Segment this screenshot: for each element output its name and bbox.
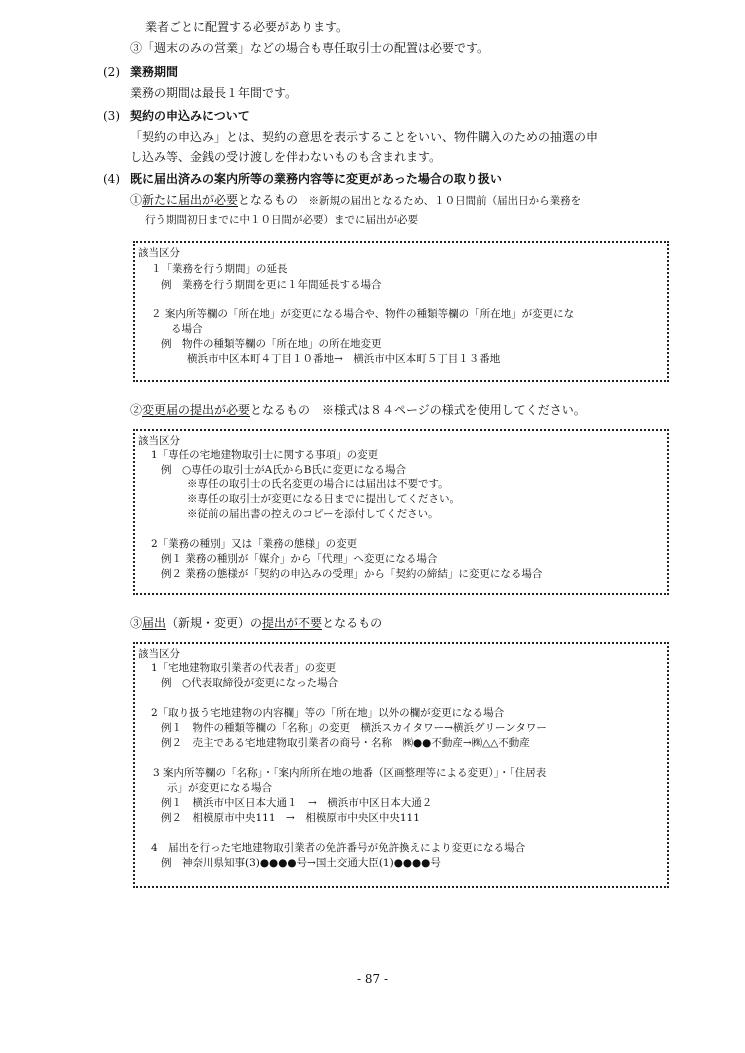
box-2-line-7: 例１ 業務の種別が「媒介」から「代理」へ変更になる場合: [161, 553, 438, 565]
box-1: [133, 241, 669, 382]
item-3-mid: （新規・変更）の: [166, 616, 263, 630]
item-1-rest: となるもの: [238, 193, 299, 207]
item-2-underlined: 変更届の提出が必要: [142, 403, 251, 417]
page-number: - 87 -: [356, 972, 388, 986]
section-2-number: (2): [103, 65, 120, 79]
box-3-line-11: 例 神奈川県知事(3)●●●●号→国土交通大臣(1)●●●●号: [161, 857, 441, 869]
section-4-title: 既に届出済みの案内所等の業務内容等に変更があった場合の取り扱い: [130, 172, 502, 186]
box-3-line-6: 3 案内所等欄の「名称」・「案内所所在地の地番（区画整理等による変更）」・「住居表: [153, 767, 547, 779]
item-1-heading: [130, 192, 581, 208]
box-1-line-4: る場合: [171, 323, 203, 335]
item-2-heading: [130, 402, 586, 418]
box-2-line-4: ※専任の取引士が変更になる日までに提出してください。: [187, 493, 460, 505]
box-3-line-1: 1「宅地建物取引業者の代表者」の変更: [151, 662, 337, 674]
box-2-line-2: 例 ○専任の取引士がA氏からB氏に変更になる場合: [161, 464, 406, 476]
box-3-line-2: 例 ○代表取締役が変更になった場合: [161, 677, 339, 689]
item-1-note: ※新規の届出となるため、１０日間前（届出日から業務を: [298, 195, 582, 207]
box-2-line-5: ※従前の届出書の控えのコピーを添付してください。: [187, 508, 439, 520]
section-2-title: 業務期間: [130, 65, 179, 79]
item-1-note-2: 行う期間初日までに中１０日間が必要）までに届出が必要: [145, 214, 418, 226]
box-2-line-8: 例２ 業務の態様が「契約の申込みの受理」から「契約の締結」に変更になる場合: [161, 568, 543, 580]
box-3-line-5: 例２ 売主である宅地建物取引業者の商号・名称 ㈱●●不動産→㈱△△不動産: [161, 737, 530, 749]
section-3-body-1: 「契約の申込み」とは、契約の意思を表示することをいい、物件購入のための抽選の申: [130, 130, 599, 144]
item-2-rest: となるもの ※様式は８４ページの様式を使用してください。: [250, 403, 586, 417]
item-3-rest: となるもの: [322, 616, 383, 630]
box-1-line-2: 例 業務を行う期間を更に１年間延長する場合: [161, 279, 382, 291]
item-3-underlined-2: 提出が不要: [262, 616, 323, 630]
section-3-body-2: し込み等、金銭の受け渡しを伴わないものも含まれます。: [130, 150, 442, 164]
box-3-line-8: 例１ 横浜市中区日本大通１ → 横浜市中区日本大通２: [161, 797, 433, 809]
intro-line-1: 業者ごとに配置する必要があります。: [145, 20, 349, 34]
intro-line-2: ③「週末のみの営業」などの場合も専任取引士の配置は必要です。: [130, 41, 490, 55]
box-1-line-6: 横浜市中区本町４丁目１０番地→ 横浜市中区本町５丁目１３番地: [187, 353, 501, 365]
box-2: [133, 429, 669, 595]
box-1-line-1: １「業務を行う期間」の延長: [151, 263, 288, 275]
item-3-heading: [130, 615, 382, 631]
box-3-line-7: 示」が変更になる場合: [167, 782, 272, 794]
box-1-label: 該当区分: [138, 247, 180, 259]
box-3-line-4: 例１ 物件の種類等欄の「名称」の変更 横浜スカイタワー→横浜グリーンタワー: [161, 722, 547, 734]
box-3-line-9: 例２ 相模原市中央111 → 相模原市中央区中央111: [161, 812, 420, 824]
box-3-label: 該当区分: [138, 648, 180, 660]
item-1-underlined: 新たに届出が必要: [142, 193, 239, 207]
section-3-number: (3): [103, 109, 120, 123]
box-3-line-3: 2「取り扱う宅地建物の内容欄」等の「所在地」以外の欄が変更になる場合: [151, 707, 505, 719]
box-3: [133, 642, 669, 888]
item-2-mark: ②: [130, 403, 143, 417]
box-1-line-5: 例 物件の種類等欄の「所在地」の所在地変更: [161, 338, 382, 350]
item-3-mark: ③: [130, 616, 143, 630]
item-1-mark: ①: [130, 193, 143, 207]
box-2-line-3: ※専任の取引士の氏名変更の場合には届出は不要です。: [187, 478, 449, 490]
section-3-title: 契約の申込みについて: [130, 109, 250, 123]
section-4-number: (4): [103, 172, 120, 186]
box-2-line-6: 2「業務の種別」又は「業務の態様」の変更: [151, 538, 358, 550]
box-2-label: 該当区分: [138, 435, 180, 447]
box-3-line-10: 4 届出を行った宅地建物取引業者の免許番号が免許換えにより変更になる場合: [151, 842, 526, 854]
box-2-line-1: 1「専任の宅地建物取引士に関する事項」の変更: [151, 449, 379, 461]
box-1-line-3: ２ 案内所等欄の「所在地」が変更になる場合や、物件の種類等欄の「所在地」が変更にな: [151, 308, 575, 320]
item-3-underlined-1: 届出: [142, 616, 167, 630]
section-2-body: 業務の期間は最長１年間です。: [130, 86, 298, 100]
